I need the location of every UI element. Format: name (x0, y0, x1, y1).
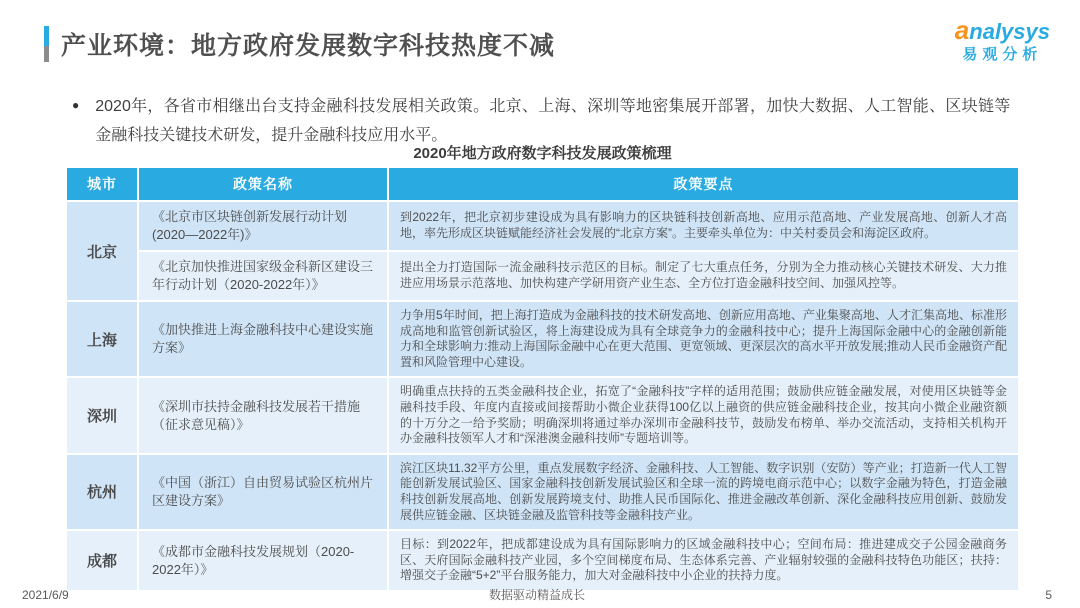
policy-points-cell: 滨江区块11.32平方公里，重点发展数字经济、金融科技、人工智能、数字识别（安防）等产业；打造新一代人工智能创新发展试验区、国家金融科技创新发展试验区和全球一流的跨境电商示范中心；以数字金融为特色，打造金融科技创新发展高地、创新发展跨境支付、助推人民币国际化、推进金融改革创新、深化金融科技应用创新、鼓励发展供应链金融、区块链金融及监管科技等金融科技产业。 (388, 454, 1019, 530)
city-cell: 上海 (66, 301, 138, 377)
header-cell-policy-name: 政策名称 (138, 167, 388, 201)
city-cell: 成都 (66, 530, 138, 591)
accent-bar-gray (44, 46, 49, 62)
table-row (66, 301, 1019, 377)
city-cell: 杭州 (66, 454, 138, 530)
footer-slogan: 数据驱动精益成长 (488, 588, 585, 602)
table-title: 2020年地方政府数字科技发展政策梳理 (413, 145, 672, 162)
table-header-row (66, 167, 1019, 201)
logo-chinese-text: 易观分析 (962, 45, 1043, 63)
title-accent-bar (44, 26, 49, 62)
policy-name-cell: 《北京市区块链创新发展行动计划(2020—2022年)》 (138, 201, 388, 251)
table-row (66, 530, 1019, 591)
policy-name-cell: 《中国（浙江）自由贸易试验区杭州片区建设方案》 (138, 454, 388, 530)
policy-table-body (66, 201, 1019, 591)
policy-points-cell: 提出全力打造国际一流金融科技示范区的目标。制定了七大重点任务，分别为全力推动核心关键技术研发、大力推进应用场景示范落地、加快构建产学研用资产业生态、全方位打造金融科技空间、加强风控等。 (388, 251, 1019, 301)
policy-points-cell: 力争用5年时间，把上海打造成为金融科技的技术研发高地、创新应用高地、产业集聚高地、人才汇集高地、标准形成高地和监管创新试验区，将上海建设成为具有全球竞争力的金融科技中心；提升上海国际金融中心的金融创新能力和全球影响力:推动上海国际金融中心在更大范围、更宽领域、更深层次的高水平开放发展;推动人民币金融资产配置和风险管理中心建设。 (388, 301, 1019, 377)
policy-name-cell: 《深圳市扶持金融科技发展若干措施（征求意见稿）》 (138, 377, 388, 453)
page-title: 产业环境：地方政府发展数字科技热度不减 (61, 32, 556, 60)
header-cell-city: 城市 (66, 167, 138, 201)
table-row (66, 454, 1019, 530)
logo-brand-text: analysys (954, 15, 1050, 45)
policy-points-cell: 明确重点扶持的五类金融科技企业，拓宽了“金融科技”字样的适用范围；鼓励供应链金融发展，对使用区块链等金融科技手段、年度内直接或间接帮助小微企业获得100亿以上融资的供应链金融科技企业，按其向小微企业融资额的十万分之一给予奖励；明确深圳将通过举办深圳市金融科技节，鼓励发布榜单、举办交流活动，支持相关机构开办金融科技领军人才和“深港澳金融科技师”专题培训等。 (388, 377, 1019, 453)
policy-name-cell: 《成都市金融科技发展规划（2020-2022年）》 (138, 530, 388, 591)
city-cell: 北京 (66, 201, 138, 301)
footer (22, 586, 1052, 603)
footer-date: 2021/6/9 (22, 587, 69, 602)
policy-table (65, 166, 1020, 592)
bullet-icon: ● (72, 98, 80, 112)
policy-points-cell: 到2022年，把北京初步建设成为具有影响力的区块链科技创新高地、应用示范高地、产业发展高地、创新人才高地，率先形成区块链赋能经济社会发展的“北京方案”。主要牵头单位为：中关村委员会和海淀区政府。 (388, 201, 1019, 251)
table-row (66, 377, 1019, 453)
policy-points-cell: 目标：到2022年，把成都建设成为具有国际影响力的区域金融科技中心；空间布局：推进建成交子公园金融商务区、天府国际金融科技产业园，多个空间梯度布局、生态体系完善、产业辐射较强的金融科技特色功能区；扶持：增强交子金融“5+2”平台服务能力，加大对金融科技中小企业的扶持力度。 (388, 530, 1019, 591)
intro-text: 2020年，各省市相继出台支持金融科技发展相关政策。北京、上海、深圳等地密集展开部署，加快大数据、人工智能、区块链等金融科技关键技术研发，提升金融科技应用水平。 (95, 98, 1011, 144)
policy-name-cell: 《加快推进上海金融科技中心建设实施方案》 (138, 301, 388, 377)
title-row (44, 26, 555, 62)
footer-page-number: 5 (1045, 587, 1052, 602)
table-row (66, 201, 1019, 251)
policy-name-cell: 《北京加快推进国家级金科新区建设三年行动计划（2020-2022年）》 (138, 251, 388, 301)
city-cell: 深圳 (66, 377, 138, 453)
header-cell-policy-points: 政策要点 (388, 167, 1019, 201)
table-row (66, 251, 1019, 301)
analysys-logo (955, 16, 1050, 63)
accent-bar-blue (44, 26, 49, 46)
